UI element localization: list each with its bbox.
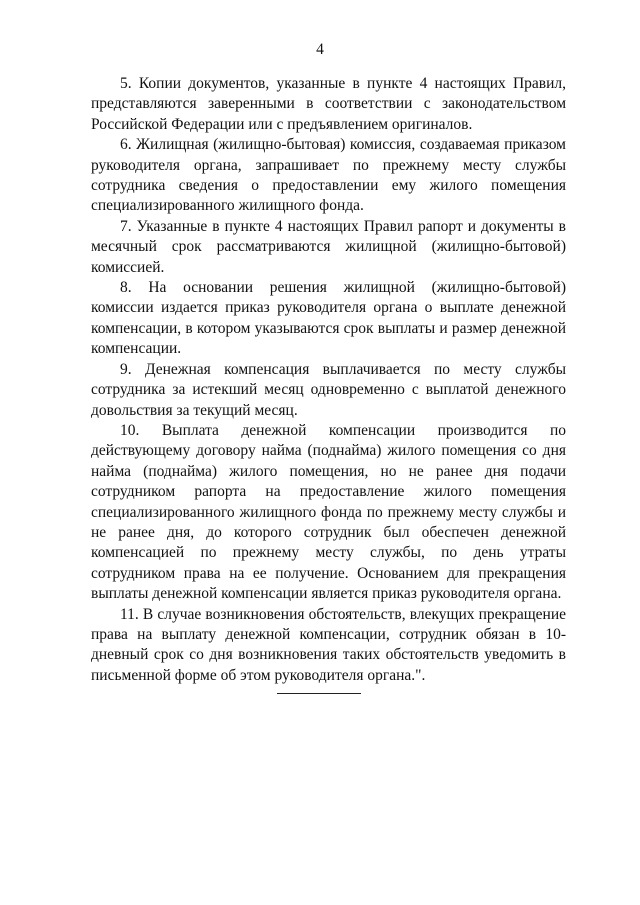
paragraph-7: 7. Указанные в пункте 4 настоящих Правил рапорт и документы в месячный срок рассматриваются жилищной (жилищно-бытовой) комиссией. — [91, 217, 566, 276]
paragraph-6: 6. Жилищная (жилищно-бытовая) комиссия, создаваемая приказом руководителя органа, запрашивает по прежнему месту службы сотрудника сведения о предоставлении ему жилого помещения специализированного жилищного фонда. — [91, 136, 566, 215]
paragraph-9: 9. Денежная компенсация выплачивается по месту службы сотрудника за истекший месяц одновременно с выплатой денежного довольствия за текущий месяц. — [91, 360, 566, 419]
paragraph-11: 11. В случае возникновения обстоятельств, влекущих прекращение права на выплату денежной компенсации, сотрудник обязан в 10-дневный срок со дня возникновения таких обстоятельств уведомить в письменной форме об этом руководителя органа.". — [91, 605, 566, 684]
paragraph-10: 10. Выплата денежной компенсации производится по действующему договору найма (поднайма) жилого помещения со дня найма (поднайма) жилого помещения, но не ранее дня подачи сотрудником рапорта на предоставление жилого помещения специализированного жилищного фонда по прежнему месту службы и не ранее дня, до которого сотрудник был обеспечен денежной компенсацией по прежнему месту службы, по день утраты сотрудником права на ее получение. Основанием для прекращения выплаты денежной компенсации является приказ руководителя органа. — [91, 421, 566, 603]
paragraph-5: 5. Копии документов, указанные в пункте 4 настоящих Правил, представляются заверенными в соответствии с законодательством Российской Федерации или с предъявлением оригиналов. — [91, 75, 566, 133]
end-of-document-rule — [277, 693, 361, 694]
page-number: 4 — [316, 41, 324, 58]
paragraph-8: 8. На основании решения жилищной (жилищно-бытовой) комиссии издается приказ руководителя органа о выплате денежной компенсации, в котором указываются срок выплаты и размер денежной компенсации. — [91, 279, 566, 358]
document-body — [91, 74, 566, 686]
